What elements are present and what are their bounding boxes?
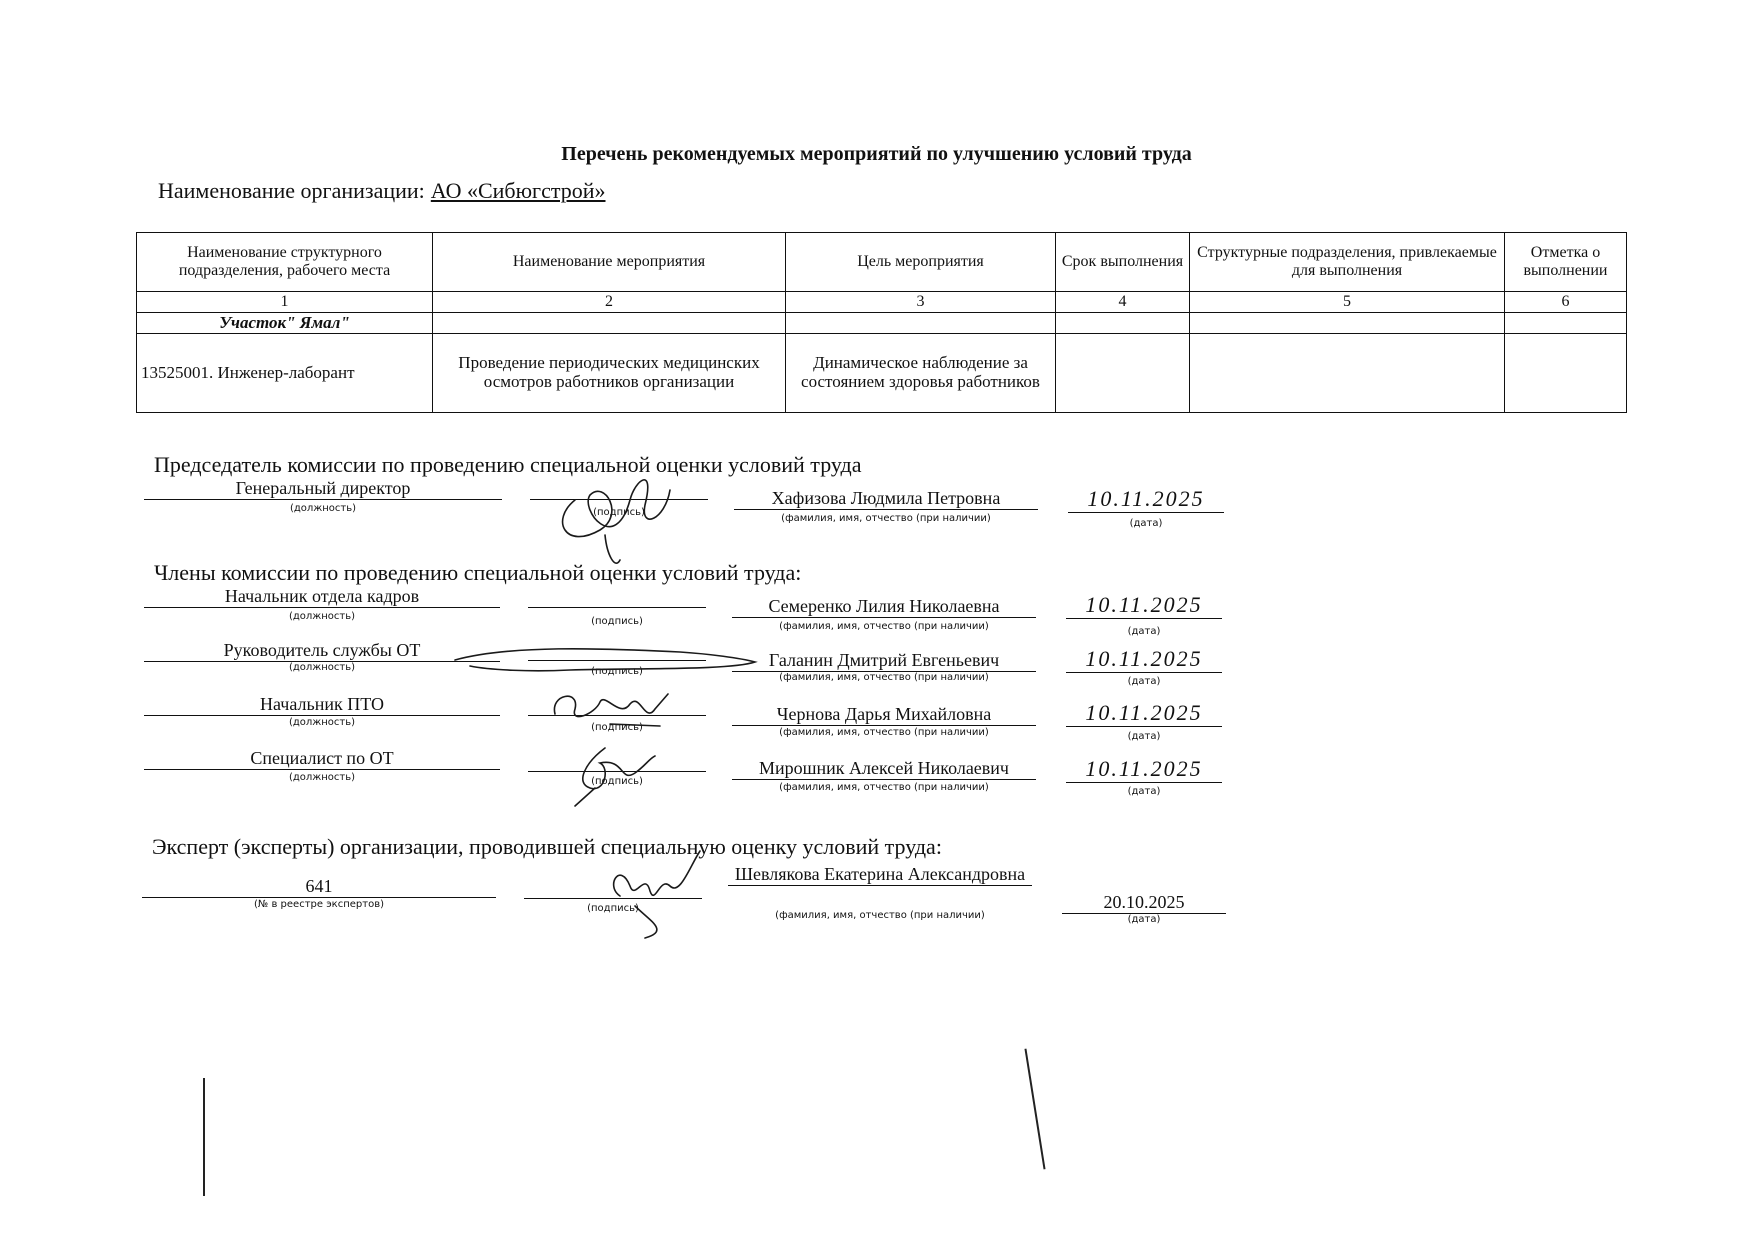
header-measure: Наименование мероприятия [433,233,786,292]
column-number-row [137,292,1627,313]
scan-artifact-line [1024,1049,1045,1170]
position-caption: (должность) [289,503,357,514]
cell-goal: Динамическое наблюдение за состоянием здоровья работников [786,334,1056,413]
member-signature [565,738,665,808]
column-number: 4 [1056,292,1190,313]
fullname-caption: (фамилия, имя, отчество (при наличии) [779,621,989,632]
member-date: 10.11.2025 [1066,646,1222,673]
signature-caption: (подпись) [587,903,639,914]
chairman-heading: Председатель комиссии по проведению специальной оценки условий труда [154,452,862,477]
member-position: Специалист по ОТ [144,748,500,770]
section-title: Участок" Ямал" [137,313,433,334]
empty-cell [786,313,1056,334]
signature-caption: (подпись) [591,616,643,627]
fullname-caption: (фамилия, имя, отчество (при наличии) [779,727,989,738]
fullname-caption: (фамилия, имя, отчество (при наличии) [779,672,989,683]
date-caption: (дата) [1127,676,1161,687]
expert-heading: Эксперт (эксперты) организации, проводившей специальную оценку условий труда: [152,834,942,859]
organization-name: АО «Сибюгстрой» [430,178,606,203]
section-row [137,313,1627,334]
expert-name: Шевлякова Екатерина Александровна [728,864,1032,886]
organization-label: Наименование организации: [158,178,425,203]
signature-caption: (подпись) [591,776,643,787]
table-row [137,334,1627,413]
members-heading: Члены комиссии по проведению специальной оценки условий труда: [154,560,802,585]
member-position: Начальник отдела кадров [144,586,500,608]
member-name: Галанин Дмитрий Евгеньевич [732,650,1036,672]
header-mark: Отметка о выполнении [1505,233,1627,292]
member-date: 10.11.2025 [1066,700,1222,727]
member-signature-line [528,596,706,608]
expert-date: 20.10.2025 [1062,892,1226,914]
member-signature [450,640,770,680]
expert-signature [600,846,710,941]
date-caption: (дата) [1127,626,1161,637]
chairman-date: 10.11.2025 [1068,486,1224,513]
chairman-position: Генеральный директор [144,478,502,500]
column-number: 2 [433,292,786,313]
fullname-caption: (фамилия, имя, отчество (при наличии) [779,782,989,793]
document-title: Перечень рекомендуемых мероприятий по улучшению условий труда [561,143,1192,165]
cell-workplace: 13525001. Инженер-лаборант [137,334,433,413]
member-position: Начальник ПТО [144,694,500,716]
chairman-signature [545,460,695,570]
empty-cell [1190,313,1505,334]
header-deadline: Срок выполнения [1056,233,1190,292]
column-number: 1 [137,292,433,313]
date-caption: (дата) [1127,914,1161,925]
expert-registry-number: 641 [142,876,496,898]
cell-deadline [1056,334,1190,413]
empty-cell [1056,313,1190,334]
cell-departments [1190,334,1505,413]
empty-cell [433,313,786,334]
position-caption: (должность) [288,717,356,728]
registry-caption: (№ в реестре экспертов) [253,899,384,910]
header-goal: Цель мероприятия [786,233,1056,292]
signature-caption: (подпись) [591,666,643,677]
column-number: 5 [1190,292,1505,313]
scan-artifact-line [203,1078,205,1196]
header-workplace: Наименование структурного подразделения, рабочего места [137,233,433,292]
member-signature [550,684,680,734]
member-date: 10.11.2025 [1066,756,1222,783]
date-caption: (дата) [1127,786,1161,797]
fullname-caption: (фамилия, имя, отчество (при наличии) [781,513,991,524]
position-caption: (должность) [288,772,356,783]
member-name: Мирошник Алексей Николаевич [732,758,1036,780]
position-caption: (должность) [288,662,356,673]
header-departments: Структурные подразделения, привлекаемые для выполнения [1190,233,1505,292]
cell-mark [1505,334,1627,413]
measures-table [136,232,1627,413]
signature-caption: (подпись) [593,507,645,518]
member-date: 10.11.2025 [1066,592,1222,619]
organization-line [158,178,606,204]
position-caption: (должность) [288,611,356,622]
member-name: Чернова Дарья Михайловна [732,704,1036,726]
cell-measure: Проведение периодических медицинских осмотров работников организации [433,334,786,413]
empty-cell [1505,313,1627,334]
member-name: Семеренко Лилия Николаевна [732,596,1036,618]
chairman-name: Хафизова Людмила Петровна [734,488,1038,510]
member-position: Руководитель службы ОТ [144,640,500,662]
date-caption: (дата) [1127,731,1161,742]
column-number: 6 [1505,292,1627,313]
signature-caption: (подпись) [591,722,643,733]
date-caption: (дата) [1129,518,1163,529]
column-number: 3 [786,292,1056,313]
table-header-row [137,233,1627,292]
fullname-caption: (фамилия, имя, отчество (при наличии) [775,910,985,921]
